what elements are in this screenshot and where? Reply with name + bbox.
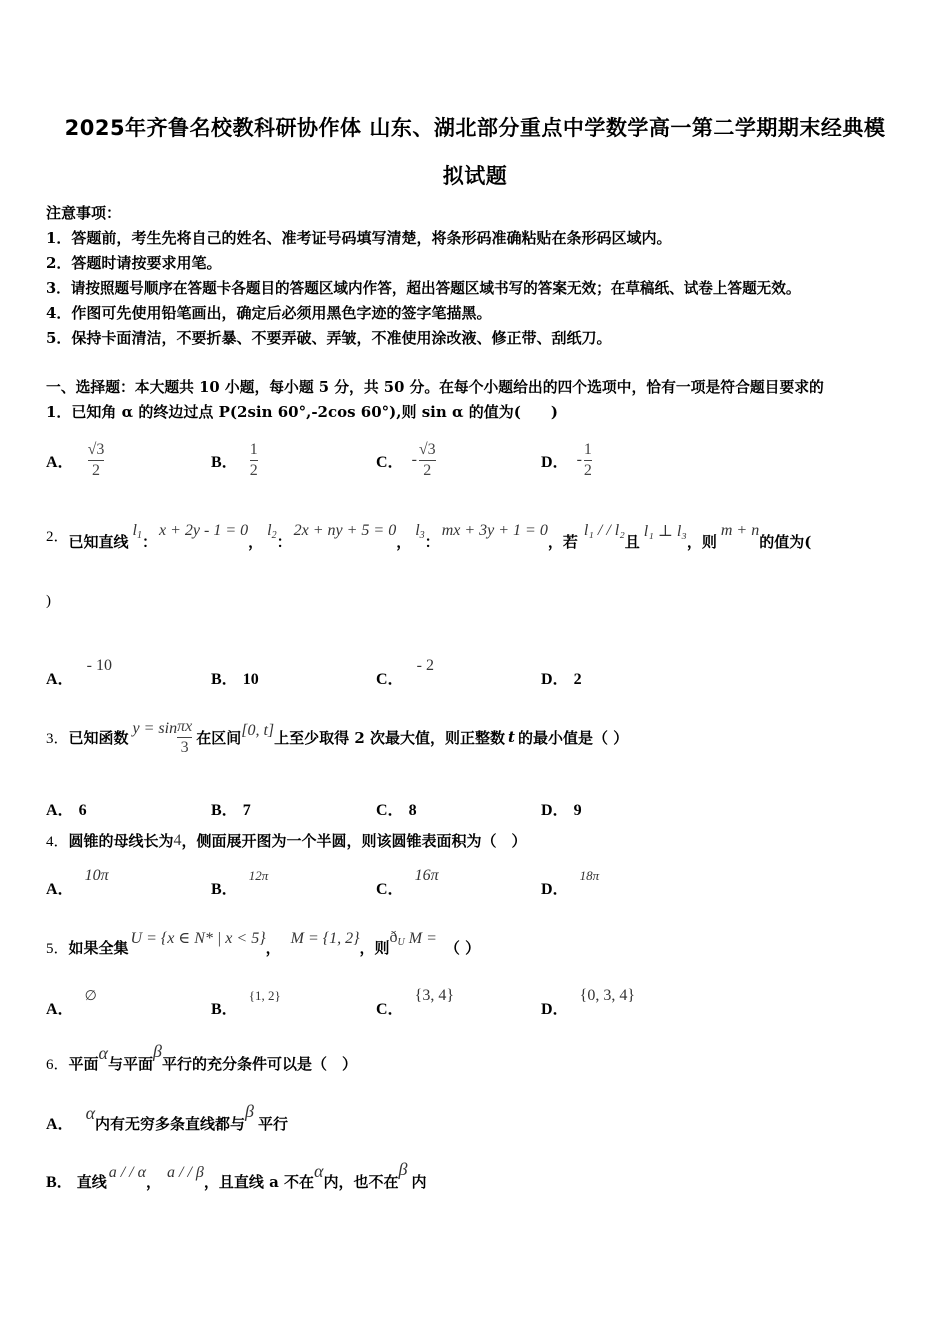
beta-symbol: β [398, 1159, 408, 1179]
q5-text: （ ） [444, 939, 481, 957]
q2-eq3: mx + 3y + 1 = 0 [441, 522, 548, 539]
q3-t-var: t [508, 728, 515, 746]
q2-option-c [376, 652, 434, 686]
q1-stem: 1．已知角 α 的终边过点 P(2sin 60°,-2cos 60°),则 sin α 的值为( ) [46, 403, 558, 421]
q5-text: ，则 [359, 939, 390, 957]
q4-option-b [211, 862, 268, 896]
q1-d-denominator: 2 [583, 461, 592, 479]
q3-text: 上至少取得 2 次最大值，则正整数 [274, 728, 506, 747]
q6-stem [46, 1042, 357, 1074]
q1-a-numerator: √3 [87, 440, 105, 458]
q3-fraction [177, 717, 192, 758]
q2-option-d [541, 666, 582, 689]
q3-d-value: 9 [573, 802, 582, 819]
alpha-symbol: α [85, 1103, 96, 1123]
q5-universal-set: U = {x ∈ N* | x < 5} [130, 930, 266, 947]
q1-b-numerator: 1 [249, 440, 258, 458]
option-label: D． [541, 802, 569, 819]
q3-text: 的最小值是（ ） [517, 728, 629, 747]
q5-m-expression: M = [408, 930, 437, 947]
q4-number: 4． [46, 834, 69, 850]
q3-stem [46, 712, 628, 762]
option-label: B． [211, 802, 238, 819]
q1-d-fraction [584, 440, 592, 481]
option-label: C． [376, 671, 404, 688]
q6-option-a [46, 1100, 288, 1134]
q5-option-b [211, 982, 281, 1016]
q2-number: 2． [46, 528, 69, 545]
q1-option-d [541, 432, 592, 488]
q2-eq2: 2x + ny + 5 = 0 [293, 522, 397, 539]
q5-complement: $ð_U$ [389, 929, 405, 948]
notice-heading: 注意事项： [46, 204, 122, 222]
q6-text: 平行的充分条件可以是（ ） [161, 1055, 357, 1073]
q3-option-b [211, 797, 251, 820]
q2-line3-name: $l_3$ [415, 521, 425, 541]
q4-option-a [46, 862, 109, 896]
q1-b-denominator: 2 [249, 461, 258, 479]
q5-a-value: ∅ [84, 989, 97, 1004]
notice-item: 1．答题前，考生先将自己的姓名、准考证号码填写清楚，将条形码准确粘贴在条形码区域内。 [46, 229, 672, 247]
q2-m-plus-n: m + n [720, 522, 760, 539]
q6-number: 6． [46, 1057, 69, 1073]
q6-b-expr2: a / / β [167, 1164, 204, 1181]
option-label: A． [46, 453, 74, 471]
q3-option-d [541, 797, 582, 820]
q4-a-value: 10π [84, 867, 109, 884]
q1-d-sign: - [576, 451, 582, 468]
q3-frac-numerator: πx [177, 717, 193, 735]
q6-option-b-text: 内 [411, 1173, 427, 1191]
q5-option-d [541, 982, 635, 1016]
q2-option-a [46, 652, 112, 686]
option-label: A． [46, 1001, 74, 1018]
q4-b-value: 12π [248, 868, 269, 883]
option-label: C． [376, 1001, 404, 1018]
q1-option-a [46, 432, 104, 488]
alpha-symbol: α [98, 1043, 108, 1063]
option-label: B． [211, 881, 238, 898]
q6-option-b-text: ，且直线 a 不在 [203, 1173, 315, 1191]
q2-colon: ： [276, 532, 292, 551]
q4-four: 4 [173, 831, 182, 849]
q3-b-value: 7 [242, 802, 251, 819]
q4-text: ，侧面展开图为一个半圆，则该圆锥表面积为（ ） [181, 832, 527, 850]
q5-d-value: {0, 3, 4} [579, 987, 636, 1004]
q1-b-fraction [250, 440, 258, 481]
q1-d-numerator: 1 [583, 440, 592, 458]
q3-number: 3． [46, 730, 69, 747]
q2-b-value: 10 [242, 671, 259, 688]
q1-option-c [376, 432, 436, 488]
option-label: A． [46, 1116, 74, 1133]
q5-b-value: {1, 2} [248, 988, 281, 1003]
q3-frac-denominator: 3 [180, 738, 189, 756]
q5-number: 5． [46, 941, 69, 957]
q3-text: 已知函数 [68, 728, 129, 747]
q5-sep: ， [265, 939, 281, 957]
q6-option-b-text: 内，也不在 [323, 1173, 399, 1191]
notice-item: 3．请按照题号顺序在答题卡各题目的答题区域内作答，超出答题区域书写的答案无效；在草稿纸、试卷上答题无效。 [46, 280, 801, 297]
q4-option-d [541, 862, 599, 896]
option-label: A． [46, 881, 74, 898]
q2-comma: ， [396, 532, 412, 551]
q5-c-value: {3, 4} [414, 987, 455, 1004]
option-label: B． [46, 1174, 73, 1191]
alpha-symbol: α [314, 1161, 324, 1181]
q2-eq1: x + 2y - 1 = 0 [159, 522, 249, 539]
notice-item: 4．作图可先使用铅笔画出，确定后必须用黑色字迹的签字笔描黑。 [46, 304, 492, 322]
q1-c-sign: - [411, 451, 417, 468]
q2-colon: ： [141, 532, 157, 551]
option-label: D． [541, 671, 569, 688]
q5-set-m: M = {1, 2} [290, 930, 360, 947]
section-heading: 一、选择题：本大题共 10 小题，每小题 5 分，共 50 分。在每个小题给出的四个选项中，恰有一项是符合题目要求的 [46, 379, 824, 396]
q3-a-value: 6 [78, 802, 87, 819]
q2-tail: 的值为( [759, 532, 812, 551]
q3-text: 在区间 [196, 728, 242, 747]
q2-perp-condition: l₁ ⊥ l₃ [643, 523, 687, 540]
notice-item: 5．保持卡面清洁，不要折暴、不要弄破、弄皱，不准使用涂改液、修正带、刮纸刀。 [46, 329, 612, 347]
option-label: B． [211, 453, 238, 471]
q2-c-value: - 2 [416, 657, 434, 674]
q3-option-a [46, 797, 87, 820]
q1-c-denominator: 2 [423, 461, 432, 479]
q6-option-a-text: 内有无穷多条直线都与 [95, 1115, 246, 1133]
q3-c-value: 8 [408, 802, 417, 819]
option-label: B． [211, 1001, 238, 1018]
q2-a-value: - 10 [86, 657, 112, 674]
beta-symbol: β [153, 1041, 162, 1061]
q1-c-fraction [419, 440, 436, 481]
q5-text: 如果全集 [68, 939, 129, 957]
q1-c-numerator: √3 [418, 440, 436, 458]
beta-symbol: β [245, 1101, 254, 1121]
q2-option-b [211, 666, 259, 689]
q6-text: 与平面 [107, 1055, 153, 1073]
q2-line2-name: $l_2$ [267, 521, 277, 541]
option-label: B． [211, 671, 238, 688]
q6-text: 平面 [68, 1055, 99, 1073]
option-label: D． [541, 453, 569, 471]
q4-stem [46, 830, 527, 851]
q6-option-b [46, 1158, 427, 1192]
q6-option-b-text: 直线 [76, 1173, 107, 1191]
q2-comma: ， [248, 532, 264, 551]
option-label: A． [46, 671, 74, 688]
option-label: A． [46, 802, 74, 819]
notice-item: 2．答题时请按要求用笔。 [46, 254, 222, 272]
option-label: D． [541, 1001, 569, 1018]
q1-option-b [211, 432, 258, 488]
q4-c-value: 16π [414, 867, 439, 884]
q2-stem [46, 520, 811, 550]
q2-ze: ，则 [686, 532, 717, 551]
q4-option-c [376, 862, 439, 896]
q5-stem [46, 924, 480, 958]
q5-option-c [376, 982, 454, 1016]
doc-title-line2: 拟试题 [442, 164, 508, 188]
q2-text: 已知直线 [68, 532, 129, 551]
q2-ruo: ，若 [547, 532, 578, 551]
option-label: C． [376, 802, 404, 819]
q2-d-value: 2 [573, 671, 582, 688]
q2-colon: ： [424, 532, 440, 551]
q3-function: y = sin [132, 720, 178, 737]
option-label: C． [376, 453, 404, 471]
q2-close-paren: ) [46, 593, 51, 609]
q6-b-expr1: a / / α [108, 1164, 146, 1181]
doc-title-line1: 2025年齐鲁名校教科研协作体 山东、湖北部分重点中学数学高一第二学期期末经典模 [64, 116, 886, 140]
q1-a-denominator: 2 [91, 461, 100, 479]
q1-a-fraction [88, 440, 105, 481]
option-label: C． [376, 881, 404, 898]
option-label: D． [541, 881, 569, 898]
q2-line1-name: $l_1$ [132, 521, 142, 541]
q5-option-a [46, 982, 97, 1016]
q2-parallel-condition: l₁ / / l₂ [583, 522, 625, 539]
q2-qie: 且 [624, 532, 640, 551]
q6-option-a-text: 平行 [258, 1115, 289, 1133]
q3-option-c [376, 797, 417, 820]
q4-d-value: 18π [579, 868, 600, 883]
q4-text: 圆锥的母线长为 [68, 832, 174, 850]
q3-interval: [0, t] [241, 722, 275, 739]
q6-b-sep: ， [146, 1173, 162, 1191]
